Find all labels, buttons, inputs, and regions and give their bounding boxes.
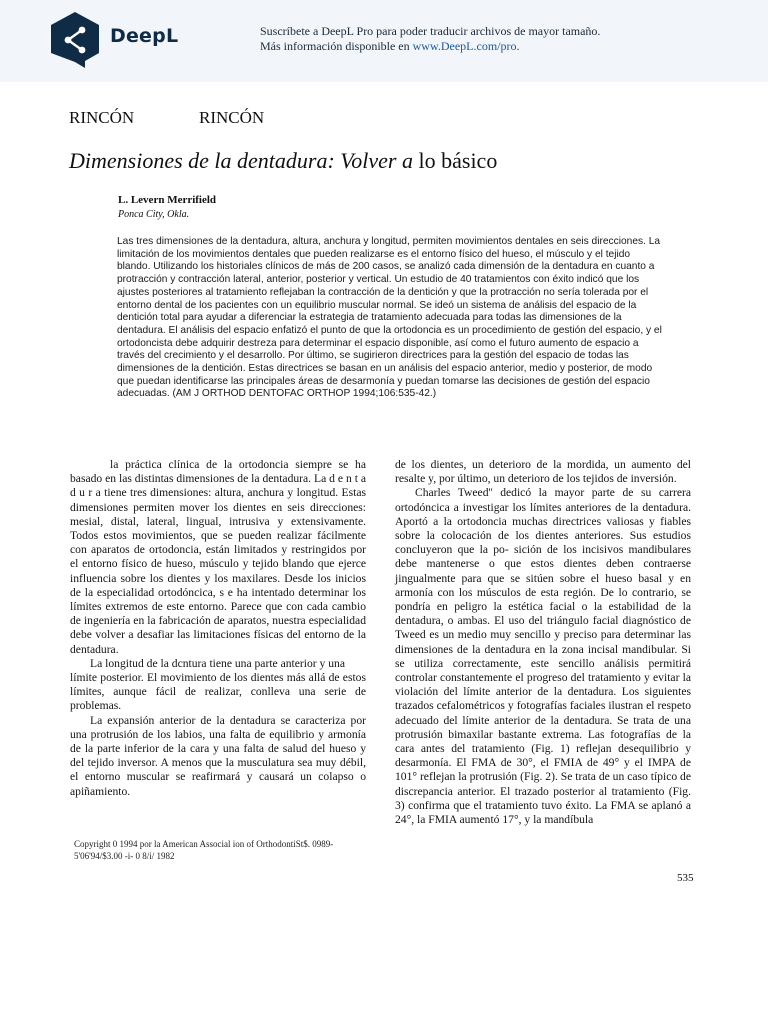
abstract: Las tres dimensiones de la dentadura, altura, anchura y longitud, permiten movimientos dentales en seis direcciones. La limitación de los movimientos dentales que pueden realizarse es el entorno físico del hueso, el músculo y el tejido blando. Utilizando los historiales clínicos de más de 200 casos, se analizó cada dimensión de la dentadura en cuanto a protracción y contracción lateral, anterior, posterior y vertical. Un estudio de 40 tratamientos con éxito indicó que los ajustes posteriores al tratamiento reflejaban la contracción de la dentición y que la protracción no sería tolerada por el entorno dental de los pacientes con un equilibrio muscular normal. Se ideó un sistema de análisis del espacio de la dentición total para ayudar a diferenciar la estrategia de tratamiento adecuada para todas las dimensiones de la dentadura. El análisis del espacio enfatizó el punto de que la ortodoncia es un procedimiento de gestión del espacio, y el ortodoncista debe adquirir destreza para determinar el espacio disponible, así como el futuro aumento de espacio a través del crecimiento y el desarrollo. Por último, se sugirieron directrices para la gestión del espacio de todas las dimensiones de la dentición. Estas directrices se basan en un análisis del espacio anterior, medio y posterior, de modo que puedan identificarse las principales áreas de desarmonía y puedan tomarse las decisiones de gestión del espacio adecuadas. (AM J ORTHOD DENTOFAC ORTHOP 1994;106:535-42.) [117, 236, 662, 400]
upgrade-line-2-prefix: Más información disponible en [260, 39, 413, 53]
deepl-banner [0, 0, 768, 82]
page-number: 535 [677, 872, 694, 884]
paragraph: límite posterior. El movimiento de los dientes más allá de estos límites, aunque fácil de realizar, conlleva una serie de problemas. [70, 671, 366, 713]
article-title-italic: Dimensiones de la dentadura: Volver a [69, 148, 413, 173]
upgrade-line-1: Suscríbete a DeepL Pro para poder traducir archivos de mayor tamaño. [260, 24, 601, 38]
section-label-right: RINCÓN [199, 108, 265, 127]
paragraph: La expansión anterior de la dentadura se caracteriza por una protrusión de los labios, una falta de equilibrio y armonía de la parte inferior de la cara y una falta de salud del hueso y del tejido inversor. A menos que la musculatura sea muy débil, el entorno muscular se reafirmará y causará un colapso o apiñamiento. [70, 713, 366, 798]
upgrade-line-2 [260, 39, 600, 54]
upgrade-message [260, 24, 600, 54]
author-name: L. Levern Merrifield [118, 194, 217, 206]
author-affiliation: Ponca City, Okla. [118, 209, 190, 220]
body-column-right [395, 458, 691, 827]
paragraph: de los dientes, un deterioro de la mordida, un aumento del resalte y, por último, un deterioro de los tejidos de inversión. [395, 458, 691, 486]
deepl-pro-link[interactable]: www.DeepL.com/pro [412, 39, 517, 53]
deepl-logo-icon[interactable] [49, 10, 101, 70]
paragraph: La longitud de la dcntura tiene una parte anterior y una [90, 656, 345, 670]
paragraph: Charles Tweed'' dedicó la mayor parte de su carrera ortodóncica a investigar los límites anteriores de la dentadura. Aportó a la ortodoncia muchas directrices valiosas y fiables sobre la colocación de los dientes anteriores. Sus estudios concluyeron que la po- sición de los incisivos mandibulares debe mantenerse o que estos dientes deben contraerse jingualmente para que se sitúen sobre el hueso basal y en armonía con los músculos de esta región. De lo contrario, se pondría en peligro la estética facial o la estabilidad de la dentadura, o ambas. El uso del triángulo facial diagnóstico de Tweed es un medio muy sencillo y preciso para determinar las dimensiones de la dentadura en la zona incisal mandibular. Si se utiliza correctamente, este sencillo análisis permitirá controlar constantemente el progreso del tratamiento y evitar la violación del límite anterior de la dentadura. Los siguientes trazados cefalométricos y fotografías faciales ilustran el respeto adecuado del límite anterior de la dentadura. Se trata de una protrusión bimaxilar bastante extrema. Las fotografías de la cara antes del tratamiento (Fig. 1) reflejan desequilibrio y desarmonía. El FMA de 30°, el FMIA de 49° y el IMPA de 101° reflejan la protrusión (Fig. 2). Se trata de un caso típico de discrepancia anterior. El trazado posterior al tratamiento (Fig. 3) confirma que el tratamiento tuvo éxito. La FMA se aplanó a 24°, la FMIA aumentó 17°, y la mandíbula [395, 486, 691, 827]
deepl-logo-text[interactable]: DeepL [110, 25, 179, 47]
body-column-left [70, 458, 366, 799]
section-label-left: RINCÓN [69, 108, 135, 127]
paragraph: la práctica clínica de la ortodoncia siempre se ha basado en las distintas dimensiones de la dentadura. La d e n t a d u r a tiene tres dimensiones: altura, anchura y longitud. Estas dimensiones permiten mover los dientes en seis direcciones: mesial, distal, lateral, lingual, intrusiva y extensivamente. Todos estos movimientos, que se pueden realizar fácilmente con aparatos de ortodoncia, están limitados y restringidos por el entorno físico de hueso, músculo y tejido blando que ejerce influencia sobre los dientes y los maxilares. Desde los inicios de la especialidad ortodóncica, s e ha intentado determinar los límites extremos de este entorno. Parece que con cada cambio de ingeniería en la fabricación de aparatos, nuestra especialidad debe volver a desafiar las limitaciones físicas del entorno de la dentadura. [70, 458, 366, 656]
copyright-notice: Copyright 0 1994 por la American Associal ion of OrthodontiSt$. 0989-5'06'94/$3.00 -i- 0 8/i/ 1982 [74, 839, 334, 861]
article-title-plain: lo básico [413, 148, 498, 173]
upgrade-line-2-suffix: . [516, 39, 520, 53]
article-title [69, 148, 497, 174]
